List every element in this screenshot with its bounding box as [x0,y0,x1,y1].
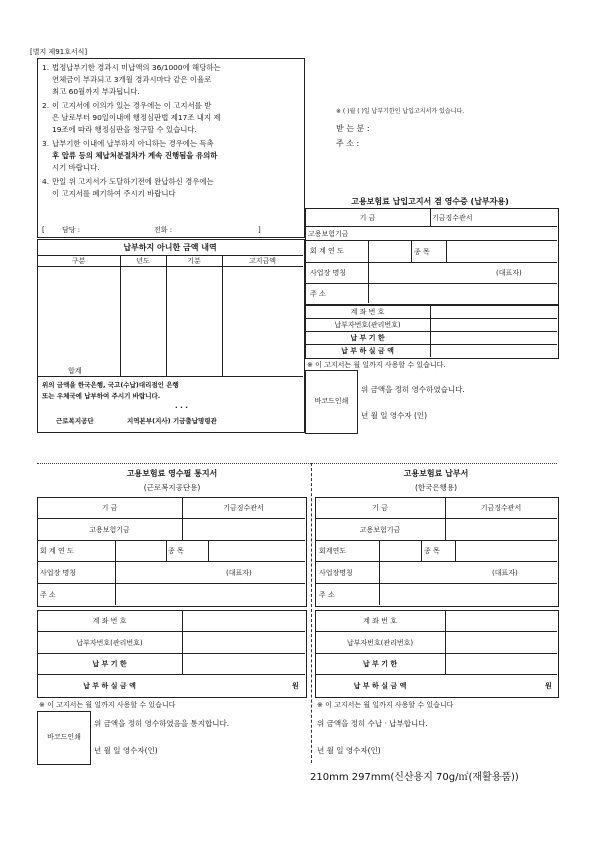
col-year: 년도 [136,257,150,265]
usable-note: ※ 이 고지서는 월 일까지 사용할 수 있습니다. [307,361,446,369]
col-category: 구분 [71,257,86,265]
account-label: 계 좌 번 호 [92,617,127,625]
form-number: [별지 제91호서식] [30,48,88,56]
unpaid-table [37,239,305,433]
rep-label: (대표자) [496,269,522,277]
amount-label: 납 부 하 실 금 액 [341,347,394,355]
fund-name: 고용보험기금 [359,525,401,534]
item-label: 종 목 [424,547,440,555]
account-label: 계 좌 번 호 [350,308,385,316]
received-date: 년 월 일 영수자(인) [317,746,381,755]
received-text: 위 금액을 정히 수납 · 납부합니다. [317,719,428,728]
bank-notice-2: 또는 우체국에 납부하여 주시기 바랍니다. [42,392,161,400]
paper-spec: 210mm 297mm(신산용지 70g/㎡(재활용품)) [310,772,519,783]
notice-text: 연체금이 부과되고 3개월 경과시마다 같은 이율로 [52,75,212,84]
notice-text: 최고 60월까지 부과됩니다. [52,87,140,96]
notice-text: 시기 바랍니다. [52,163,100,172]
notice-text: 만일 위 고지서가 도달하기전에 완납하신 경우에는 [52,177,214,186]
cut-line-vertical [311,463,312,763]
notice-num: 4. [42,177,50,186]
due-date-label: 납 부 기 한 [362,660,398,668]
contact-phone-label: 전화 : [154,226,173,234]
fund-label: 기 금 [101,504,118,512]
usable-note: ※ 이 고지서는 월 일까지 사용할 수 있습니다 [317,701,454,709]
address-cell-label: 주 소 [310,289,326,298]
org-branch: 지역본부(지사) 기금출납명령관 [127,417,217,425]
notice-text: 19조에 따라 행정심판을 청구할 수 있습니다. [52,125,197,134]
address-label: 주 소 : [336,139,360,148]
payer-no-label: 납부자번호(관리번호) [76,638,143,647]
amount-label: 납 부 하 실 금 액 [83,681,136,690]
fund-office: 기금징수관서 [432,213,473,222]
fund-label: 기 금 [372,504,388,512]
contact-close: ] [258,226,261,234]
total-label: 합계 [68,367,82,375]
notice-num: 3. [42,139,50,148]
fund-office: 기금징수관서 [223,504,264,512]
received-date: 년 월 일 영수자(인) [94,746,158,755]
address-cell-label: 주 소 [40,590,56,599]
bank-notice-1: 위의 금액을 한국은행, 국고(수납)대리점인 은행 [42,381,179,389]
received-text: 위 금액을 정히 영수하였음을 통지합니다. [94,719,230,728]
amount-label: 납 부 하 실 금 액 [353,681,407,690]
won-label: 원 [292,681,299,690]
notice-num: 2. [42,101,50,110]
biz-name-label: 사업장 명칭 [40,568,77,577]
notice-num: 1. [42,63,50,72]
biz-name-label: 사업장명칭 [319,568,353,577]
notice-text: 이 고지서에 이의가 있는 경우에는 이 고지서를 받 [52,101,212,110]
due-date-label: 납 부 기 한 [92,660,127,668]
fund-name: 고용보험기금 [89,525,130,534]
fiscal-year-label: 회 계 연 도 [310,247,344,255]
barcode-label: 바코드인쇄 [314,397,349,405]
dots: · · · [175,404,188,412]
payer-no-label: 납부자번호(관리번호) [346,638,414,647]
receipt-right-subtitle: (한국은행용) [414,483,458,492]
org-name: 근로복지공단 [56,417,94,425]
fund-office: 기금징수관서 [480,504,522,512]
due-date-label: 납 부 기 한 [350,334,385,342]
receipt-left-title: 고용보험료 영수필 통지서 [126,469,218,478]
won-label: 원 [545,681,552,690]
notice-list [42,62,304,200]
notice-text: 은 날로부터 90일이내에 행정심판법 제17조 내지 제 [52,113,221,122]
receipt-top-title: 고용보험료 납입고지서 겸 영수증 (납부자용) [351,197,509,206]
item-label: 종 목 [414,247,430,256]
notice-item [42,100,304,136]
received-date: 년 월 일 영수자 (인) [361,411,428,420]
notice-text: 이 고지서를 폐기하여 주시기 바랍니다 [52,189,176,198]
biz-name-label: 사업장 명칭 [310,269,347,277]
notice-item [42,62,304,98]
fiscal-year-label: 회계연도 [319,547,347,555]
cut-line-horizontal [37,463,557,464]
payer-no-label: 납부자번호(관리번호) [334,321,401,329]
fund-label: 기 금 [359,213,376,222]
rep-label: (대표자) [492,568,518,577]
account-label: 계 좌 번 호 [363,617,397,625]
receipt-right-title: 고용보험료 납부서 [403,469,469,478]
fiscal-year-label: 회 계 연 도 [40,547,74,555]
receipt-left-subtitle: (근로복지공단용) [143,483,201,492]
address-cell-label: 주 소 [319,590,335,599]
notice-text: 납부기한 이내에 납부하지 아니하는 경우에는 독촉 [52,139,214,148]
col-period: 기분 [187,257,201,265]
rep-label: (대표자) [226,568,252,577]
due-date-note: ※ ( )월 ( )일 납부기한인 납입고지서가 있습니다. [336,108,465,115]
notice-text: 법정납부기한 경과시 미납액의 36/1000에 해당하는 [52,63,221,72]
notice-text: 후 압류 등의 체납처분절차가 계속 진행됨을 유의하 [52,151,218,160]
notice-item [42,176,304,200]
unpaid-title: 납부하지 아니한 금액 내역 [123,243,217,252]
col-amount: 고지금액 [248,257,277,265]
recipient-label: 받 는 분 : [336,124,370,133]
received-text: 위 금액을 정히 영수하였습니다. [361,385,465,394]
usable-note: ※ 이 고지서는 월 일까지 사용할 수 있습니다 [39,701,176,709]
contact-open: [ [42,226,45,234]
fund-name: 고용보험기금 [308,229,349,238]
contact-person-label: 담당 : [62,226,81,234]
item-label: 종 목 [168,547,184,555]
barcode-label: 바코드인쇄 [47,733,81,741]
notice-item [42,138,304,174]
